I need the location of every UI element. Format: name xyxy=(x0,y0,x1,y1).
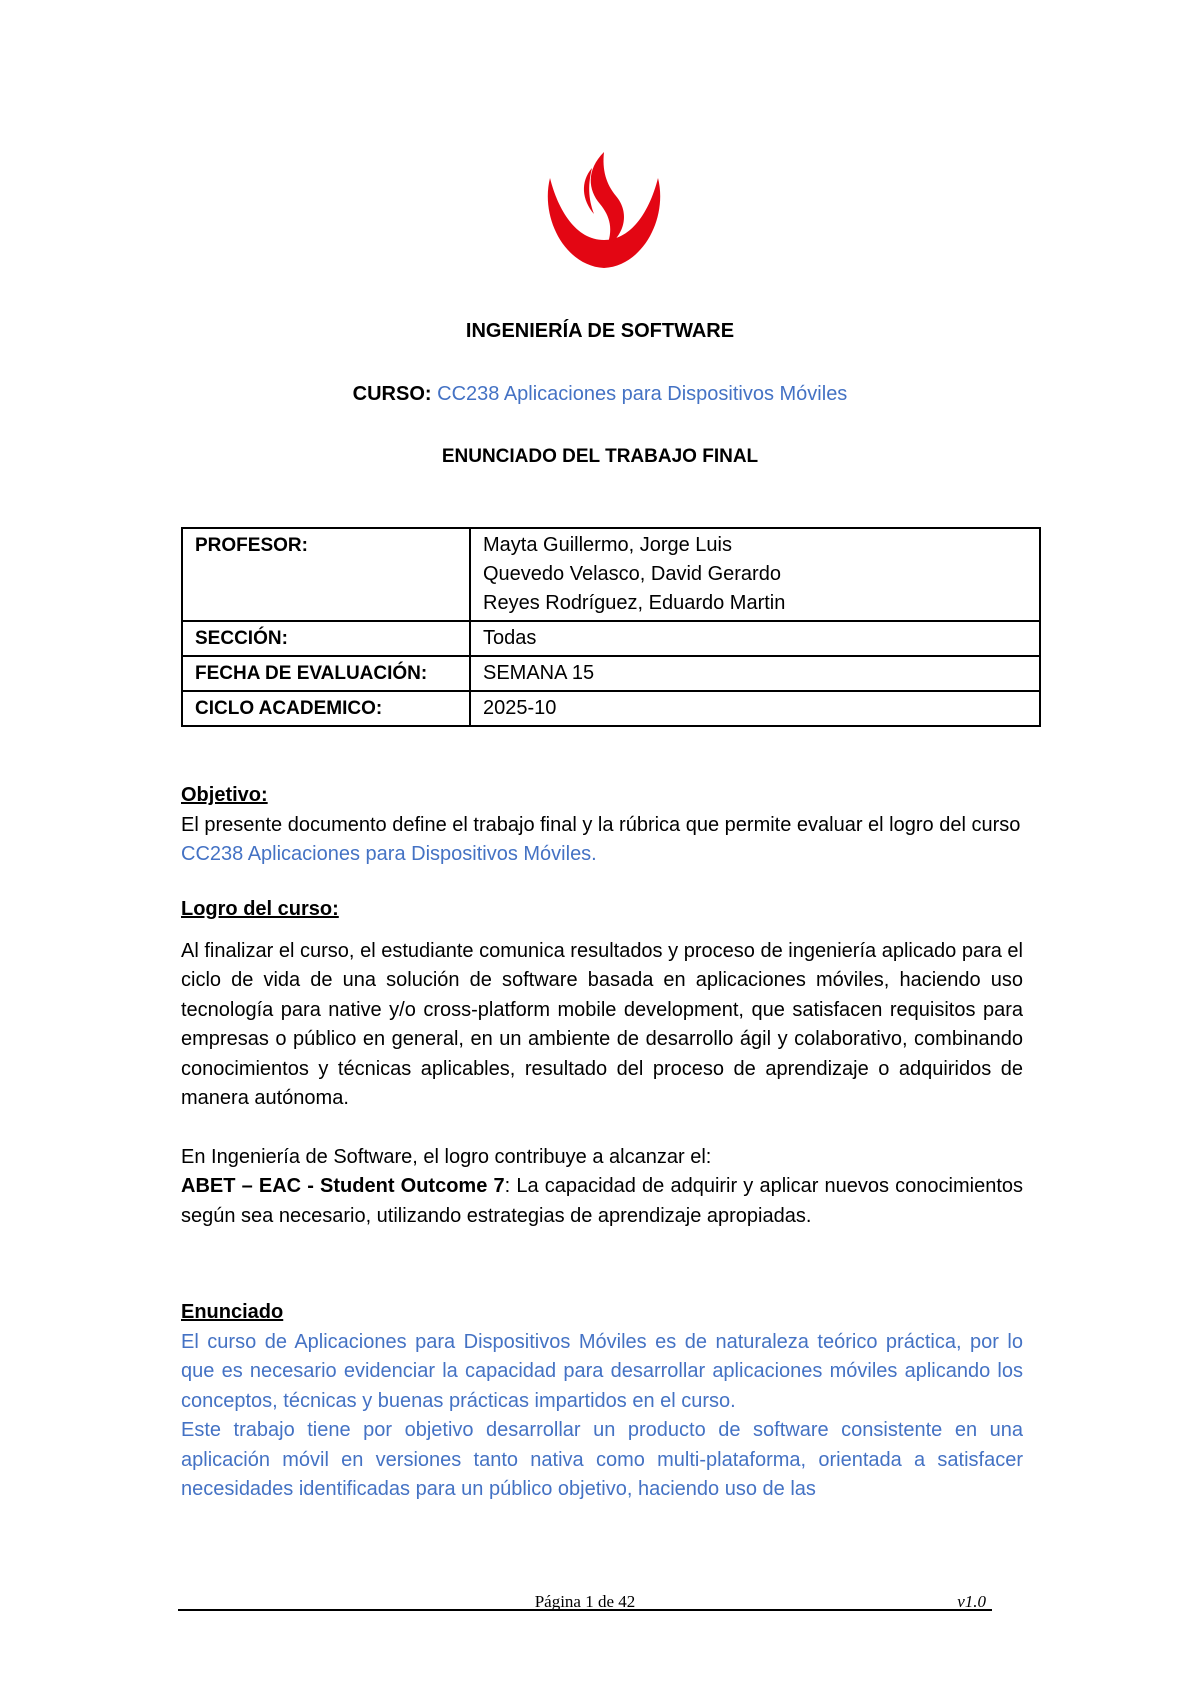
outcome-text: : La capacidad de adquirir y aplicar nuevos conocimientos según sea necesario, utilizando estrategias de aprendizaje apropiadas. xyxy=(181,1175,1024,1227)
document-title: ENUNCIADO DEL TRABAJO FINAL xyxy=(441,446,759,467)
achievement-section xyxy=(181,895,1023,1231)
section-value: Todas xyxy=(470,621,1040,656)
course-label: CURSO: xyxy=(352,383,432,405)
university-logo-icon xyxy=(540,148,668,276)
statement-paragraph: Este trabajo tiene por objetivo desarrollar un producto de software consistente en una aplicación móvil en versiones tanto nativa como multi-plataforma, orientada a satisfacer necesidades identificadas para un público objetivo, haciendo uso de las xyxy=(181,1419,1023,1500)
course-name: CC238 Aplicaciones para Dispositivos Móviles xyxy=(437,383,848,405)
footer-divider xyxy=(178,1609,992,1611)
achievement-heading: Logro del curso: xyxy=(181,898,339,920)
objective-heading: Objetivo: xyxy=(181,784,268,806)
page-number: Página 1 de 42 xyxy=(534,1592,636,1611)
table-row xyxy=(182,528,1040,621)
objective-section xyxy=(181,781,1023,870)
table-row xyxy=(182,621,1040,656)
contribution-intro: En Ingeniería de Software, el logro contribuye a alcanzar el: xyxy=(181,1145,712,1168)
eval-date-value: SEMANA 15 xyxy=(470,656,1040,691)
professor-label: PROFESOR: xyxy=(182,528,470,621)
version-label: v1.0 xyxy=(957,1592,986,1611)
course-info-table xyxy=(181,527,1041,727)
statement-section xyxy=(181,1298,1023,1505)
professor-name: Quevedo Velasco, David Gerardo xyxy=(483,563,781,585)
table-row xyxy=(182,691,1040,726)
professor-name: Mayta Guillermo, Jorge Luis xyxy=(483,534,732,556)
cycle-label: CICLO ACADEMICO: xyxy=(182,691,470,726)
course-line xyxy=(0,383,1200,406)
statement-paragraph: El curso de Aplicaciones para Dispositivos Móviles es de naturaleza teórico práctica, por lo que es necesario evidenciar la capacidad para desarrollar aplicaciones móviles aplicando los conceptos, técnicas y buenas prácticas impartidos en el curso. xyxy=(181,1330,1023,1412)
table-row xyxy=(182,656,1040,691)
statement-heading: Enunciado xyxy=(181,1301,284,1323)
student-outcome xyxy=(181,1172,1023,1231)
outcome-label: ABET – EAC - Student Outcome 7 xyxy=(181,1175,505,1197)
professor-value xyxy=(470,528,1040,621)
achievement-text: Al finalizar el curso, el estudiante comunica resultados y proceso de ingeniería aplicado para el ciclo de vida de una solución de software basada en aplicaciones móviles, haciendo uso tecnología para native y/o cross-platform mobile development, que satisfacen requisitos para empresas o público en general, en un ambiente de desarrollo ágil y colaborativo, combinando conocimientos y técnicas aplicables, resultado del proceso de aprendizaje o adquiridos de manera autónoma. xyxy=(181,939,1023,1109)
objective-course-ref: CC238 Aplicaciones para Dispositivos Móviles. xyxy=(181,843,597,865)
eval-date-label: FECHA DE EVALUACIÓN: xyxy=(182,656,470,691)
objective-body: El presente documento define el trabajo final y la rúbrica que permite evaluar el logro del curso xyxy=(181,813,1021,836)
cycle-value: 2025-10 xyxy=(470,691,1040,726)
professor-name: Reyes Rodríguez, Eduardo Martin xyxy=(483,592,786,614)
section-label: SECCIÓN: xyxy=(182,621,470,656)
faculty-title: INGENIERÍA DE SOFTWARE xyxy=(465,320,735,342)
objective-text xyxy=(181,811,1023,870)
